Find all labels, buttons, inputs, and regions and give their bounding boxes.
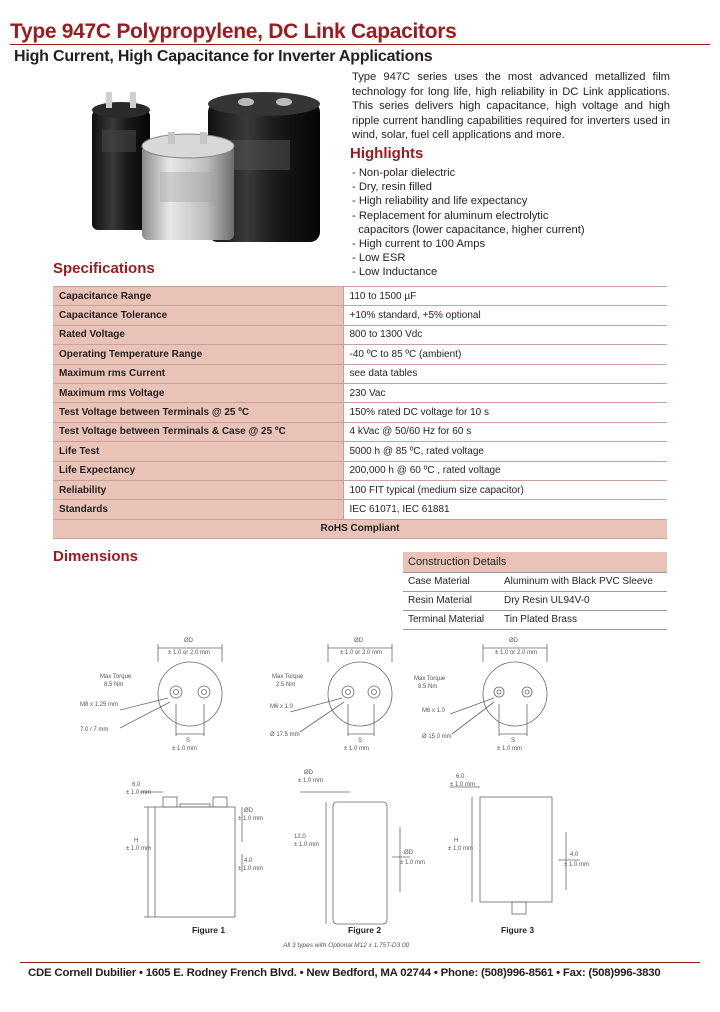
- dimension-drawings: [60, 632, 660, 952]
- dim-label: Max Torque: [100, 674, 132, 680]
- dim-label: ± 1.0 mm: [344, 746, 369, 752]
- figure2-top-outline: [328, 662, 392, 726]
- spec-value: IEC 61071, IEC 61881: [343, 500, 667, 519]
- dim-label: S: [511, 738, 516, 744]
- page-subtitle: High Current, High Capacitance for Inverter Applications: [14, 48, 433, 65]
- spec-value: 100 FIT typical (medium size capacitor): [343, 480, 667, 499]
- dim-label: 12.0: [294, 834, 306, 840]
- dim-label: ± 1.0 mm: [298, 778, 323, 784]
- spec-label: Capacitance Tolerance: [53, 306, 343, 325]
- dim-label: 4.0: [570, 852, 579, 858]
- highlights-list: [352, 166, 672, 280]
- table-row: [53, 461, 667, 480]
- dim-label: 8.5 Nm: [418, 684, 438, 690]
- list-item: - Low ESR: [352, 252, 406, 265]
- spec-value: -40 ºC to 85 ºC (ambient): [343, 345, 667, 364]
- dimensions-heading: Dimensions: [53, 548, 139, 565]
- spec-label: Reliability: [53, 480, 343, 499]
- spec-label: Rated Voltage: [53, 325, 343, 344]
- construction-label: Resin Material: [403, 591, 499, 610]
- table-row: [53, 383, 667, 402]
- dim-label: M6 x 1.0: [270, 704, 294, 710]
- list-item: capacitors (lower capacitance, higher current): [352, 223, 585, 236]
- spec-value: 4 kVac @ 50/60 Hz for 60 s: [343, 422, 667, 441]
- figure-note: All 3 types with Optional M12 x 1.75T-D3 00: [283, 942, 410, 949]
- table-row: [53, 325, 667, 344]
- figure1-side-outline: [155, 807, 235, 917]
- dim-label: ØD: [509, 638, 518, 644]
- spec-value: 5000 h @ 85 ºC, rated voltage: [343, 442, 667, 461]
- dim-label: H: [454, 838, 459, 844]
- spec-label: Standards: [53, 500, 343, 519]
- dim-label: ± 1.0 mm: [497, 746, 522, 752]
- construction-value: Dry Resin UL94V-0: [499, 591, 667, 610]
- dim-label: ØD: [244, 808, 253, 814]
- table-row: [53, 500, 667, 519]
- table-row: [403, 572, 667, 591]
- footer-rule: [20, 962, 700, 963]
- dim-label: ± 1.0 mm: [448, 846, 473, 852]
- spec-label: Life Test: [53, 442, 343, 461]
- highlights-heading: Highlights: [350, 145, 424, 162]
- title-rule: [10, 44, 710, 45]
- dim-label: S: [186, 738, 191, 744]
- spec-value: 800 to 1300 Vdc: [343, 325, 667, 344]
- footer-contact: CDE Cornell Dubilier • 1605 E. Rodney French Blvd. • New Bedford, MA 02744 • Phone: (508)996-8561 • Fax: (508)996-3830: [28, 967, 661, 979]
- figure3-top-outline: [483, 662, 547, 726]
- dim-label: ØD: [354, 638, 363, 644]
- rohs-compliance: RoHS Compliant: [53, 519, 667, 538]
- table-row: [53, 306, 667, 325]
- dim-label: ± 1.0 mm: [126, 790, 151, 796]
- table-row: [53, 422, 667, 441]
- table-row: [53, 442, 667, 461]
- table-row: [53, 345, 667, 364]
- intro-paragraph: Type 947C series uses the most advanced metallized film technology for long life, high reliability in DC Link applications. This series delivers high capacitance, high voltage and high ripple current handling capabilities required for inverters used in wind, solar, fuel cell applications and more.: [352, 71, 670, 141]
- spec-value: +10% standard, +5% optional: [343, 306, 667, 325]
- specifications-table: [53, 286, 667, 539]
- spec-label: Capacitance Range: [53, 287, 343, 306]
- dim-label: ± 1.0 mm: [400, 860, 425, 866]
- construction-label: Case Material: [403, 572, 499, 591]
- spec-value: 110 to 1500 µF: [343, 287, 667, 306]
- spec-value: 230 Vac: [343, 383, 667, 402]
- table-row: [53, 480, 667, 499]
- dim-label: S: [358, 738, 363, 744]
- construction-heading: Construction Details: [403, 552, 667, 572]
- specifications-heading: Specifications: [53, 260, 155, 277]
- figure-1-label: Figure 1: [192, 925, 226, 935]
- list-item: - Low Inductance: [352, 266, 438, 279]
- dim-label: ØD: [184, 638, 193, 644]
- construction-label: Terminal Material: [403, 610, 499, 629]
- table-row: [53, 519, 667, 538]
- dim-label: H: [134, 838, 139, 844]
- dim-label: M6 x 1.0: [422, 708, 446, 714]
- dim-label: ± 1.0 mm: [238, 816, 263, 822]
- dim-label: 2.5 Nm: [276, 682, 296, 688]
- figure-3-label: Figure 3: [501, 925, 535, 935]
- construction-table: [403, 552, 667, 630]
- page-title: Type 947C Polypropylene, DC Link Capacitors: [10, 20, 457, 43]
- dim-label: ± 1.0 or 2.0 mm: [495, 650, 537, 656]
- spec-label: Operating Temperature Range: [53, 345, 343, 364]
- spec-label: Test Voltage between Terminals & Case @ 25 ºC: [53, 422, 343, 441]
- dim-label: ± 1.0 or 2.0 mm: [168, 650, 210, 656]
- list-item: - Non-polar dielectric: [352, 167, 456, 179]
- spec-label: Life Expectancy: [53, 461, 343, 480]
- list-item: - Replacement for aluminum electrolytic: [352, 209, 549, 222]
- dim-label: M8 x 1.25 mm: [80, 702, 119, 708]
- figure2-side-outline: [333, 802, 387, 924]
- spec-value: 200,000 h @ 60 ºC , rated voltage: [343, 461, 667, 480]
- table-row: [403, 610, 667, 629]
- list-item: - Dry, resin filled: [352, 181, 432, 194]
- dim-label: ± 1.0 mm: [172, 746, 197, 752]
- table-row: [53, 287, 667, 306]
- dim-label: 7.0 / 7 mm: [80, 727, 109, 733]
- dim-label: 6.0: [456, 774, 465, 780]
- table-row: [53, 364, 667, 383]
- spec-value: 150% rated DC voltage for 10 s: [343, 403, 667, 422]
- list-item: - High current to 100 Amps: [352, 238, 486, 251]
- list-item: - High reliability and life expectancy: [352, 195, 528, 208]
- spec-label: Maximum rms Current: [53, 364, 343, 383]
- spec-value: see data tables: [343, 364, 667, 383]
- dim-label: ± 1.0 mm: [450, 782, 475, 788]
- figure3-side-outline: [480, 797, 552, 902]
- table-row: [403, 591, 667, 610]
- dim-label: ØD: [404, 850, 413, 856]
- dim-label: ± 1.0 mm: [238, 866, 263, 872]
- figure1-top-outline: [158, 662, 222, 726]
- dim-label: Max Torque: [414, 676, 446, 682]
- dim-label: ØD: [304, 770, 313, 776]
- dim-label: Ø 15.0 mm: [422, 734, 452, 740]
- construction-value: Tin Plated Brass: [499, 610, 667, 629]
- dim-label: ± 1.0 mm: [126, 846, 151, 852]
- dim-label: Max Torque: [272, 674, 304, 680]
- dim-label: ± 1.0 or 2.0 mm: [340, 650, 382, 656]
- dim-label: ± 1.0 mm: [564, 862, 589, 868]
- construction-value: Aluminum with Black PVC Sleeve: [499, 572, 667, 591]
- table-row: [53, 403, 667, 422]
- dim-label: 8.5 Nm: [104, 682, 124, 688]
- dim-label: 6.0: [132, 782, 141, 788]
- figure-2-label: Figure 2: [348, 925, 382, 935]
- capacitors-photo: [88, 90, 333, 250]
- spec-label: Maximum rms Voltage: [53, 383, 343, 402]
- dim-label: Ø 17.5 mm: [270, 732, 300, 738]
- spec-label: Test Voltage between Terminals @ 25 ºC: [53, 403, 343, 422]
- dim-label: 4.0: [244, 858, 253, 864]
- dim-label: ± 1.0 mm: [294, 842, 319, 848]
